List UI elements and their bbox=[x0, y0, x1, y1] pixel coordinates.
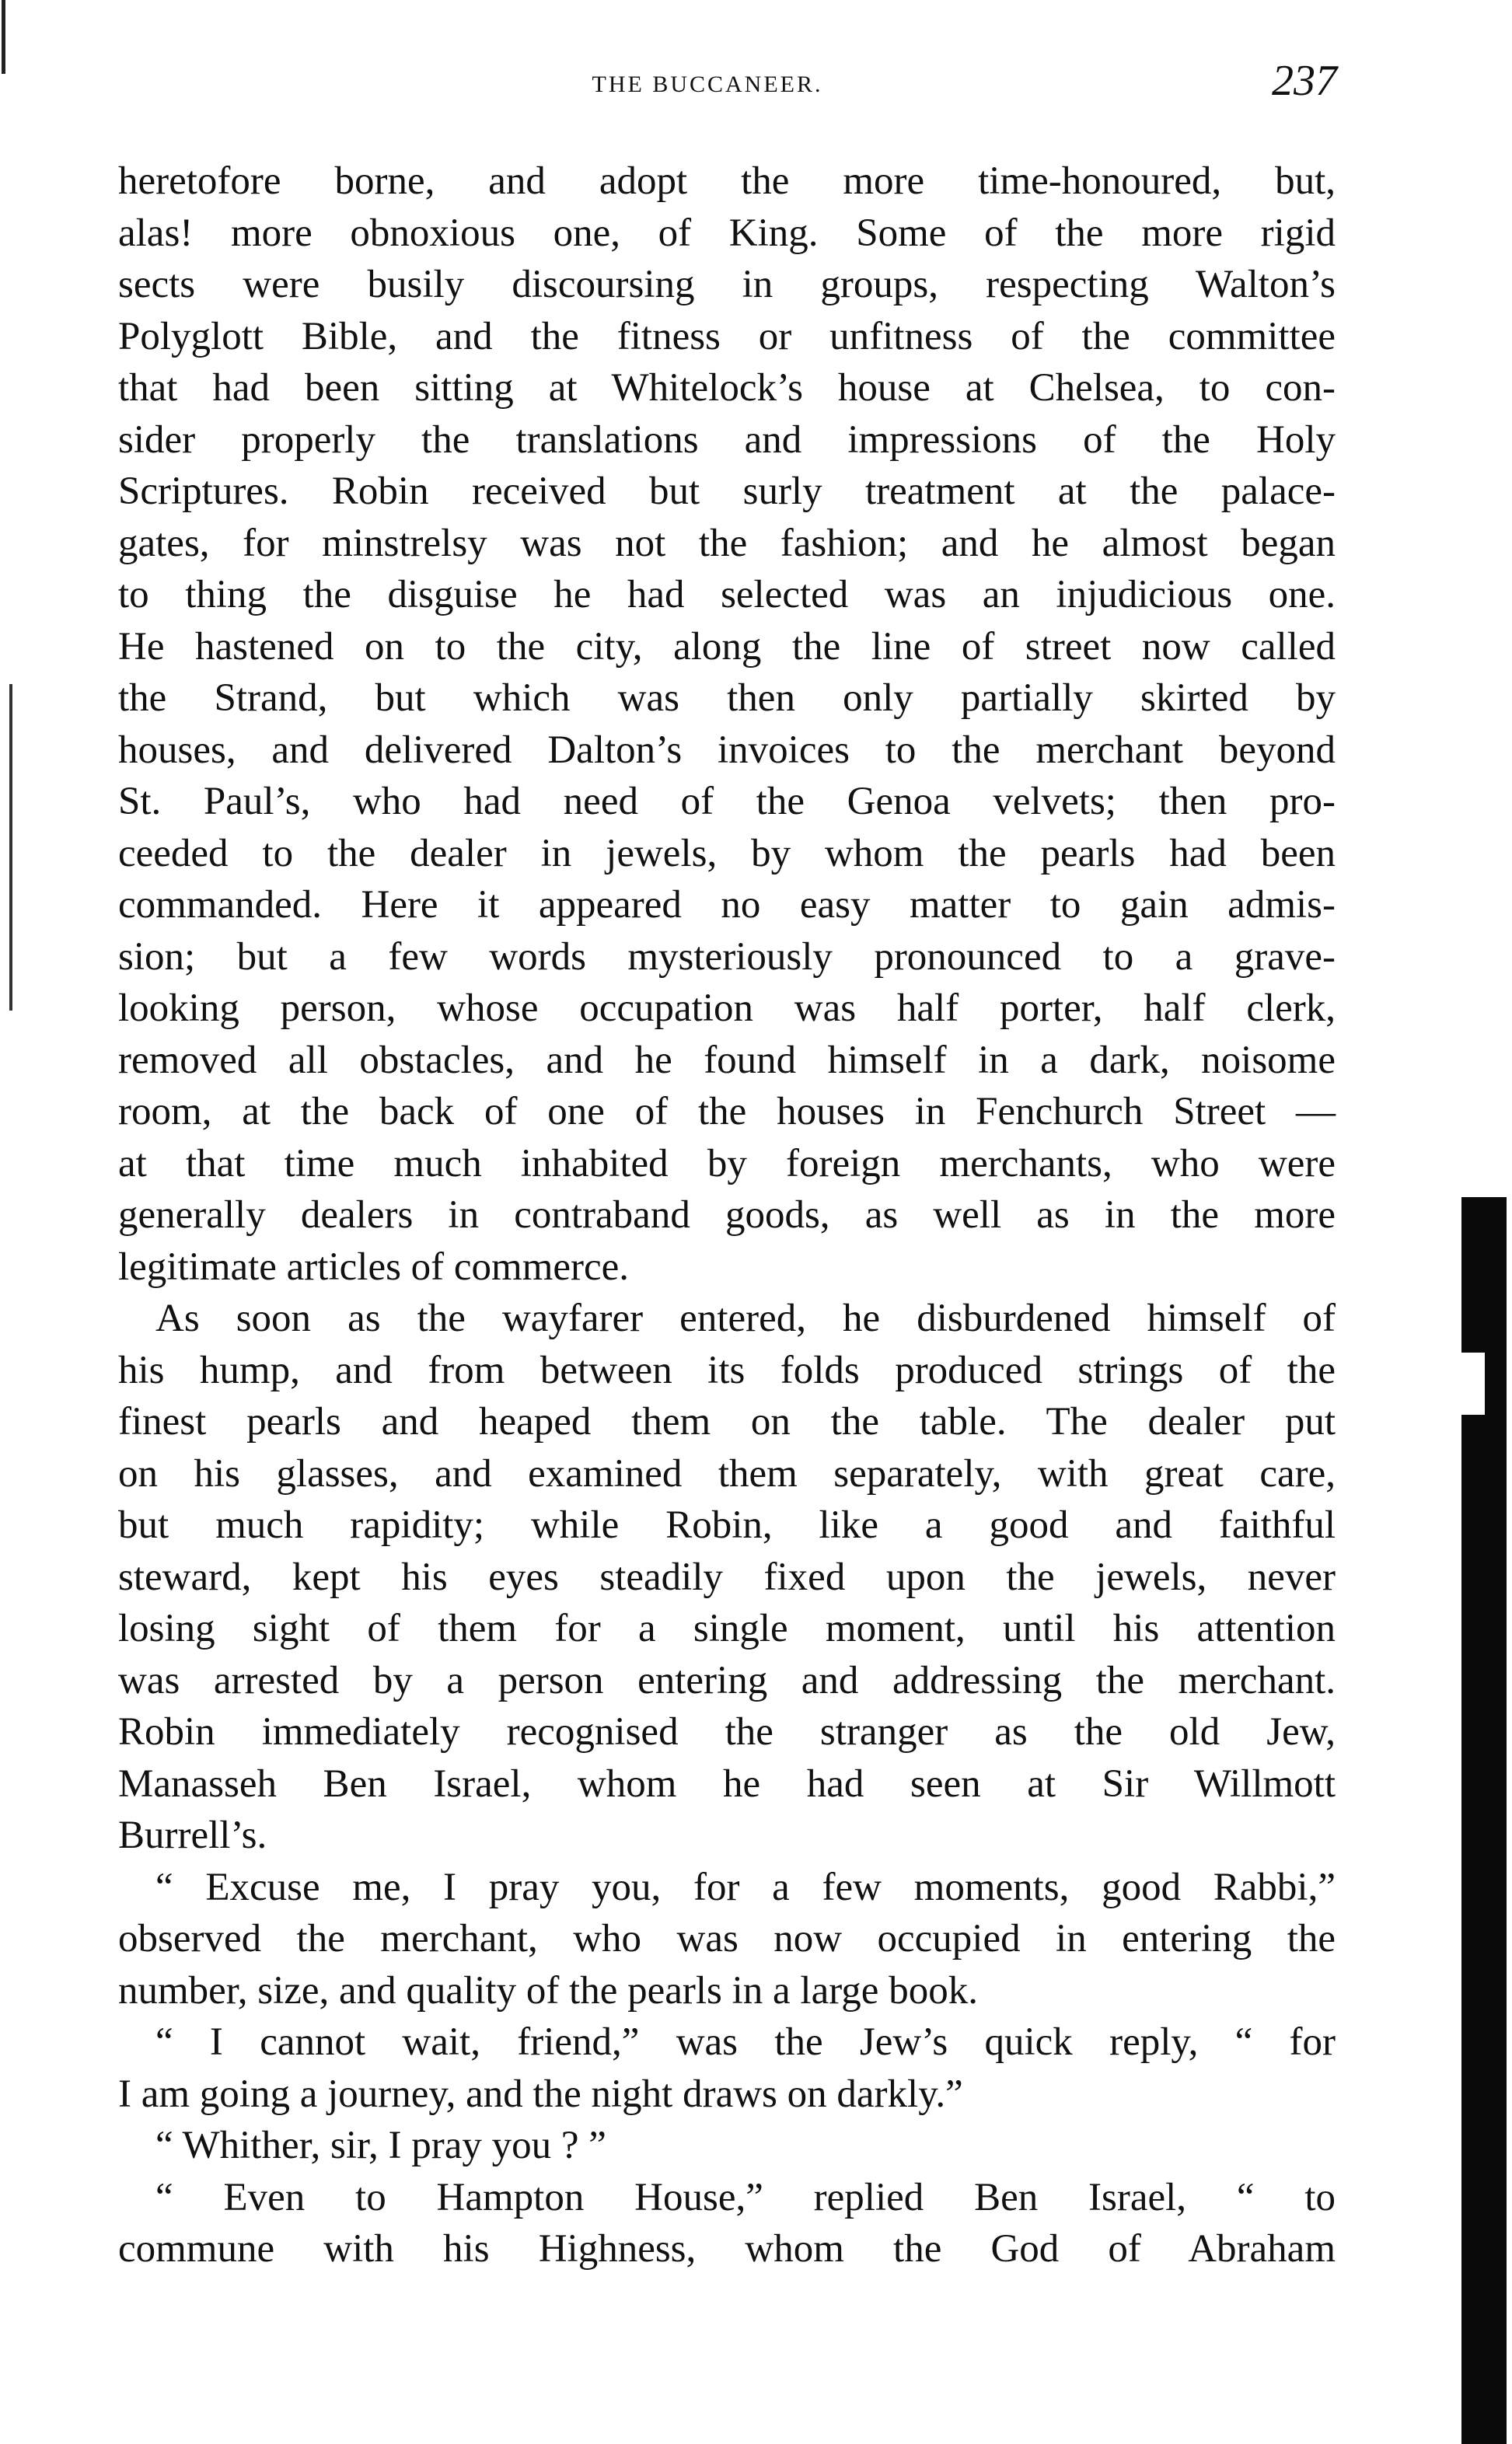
text-line: “ Even to Hampton House,” replied Ben Israel, “ to bbox=[155, 2175, 1336, 2219]
text-line: Manasseh Ben Israel, whom he had seen at Sir Willmott bbox=[118, 1761, 1336, 1806]
text-line: losing sight of them for a single moment, until his attention bbox=[118, 1607, 1336, 1650]
text-line: Polyglott Bible, and the fitness or unfitness of the committee bbox=[118, 314, 1336, 358]
text-line: Robin immediately recognised the stranger as the old Jew, bbox=[118, 1710, 1336, 1754]
text-line: Burrell’s. bbox=[118, 1814, 267, 1857]
scan-page-edge-strip bbox=[1461, 1197, 1507, 2444]
text-line: “ Excuse me, I pray you, for a few moments, good Rabbi,” bbox=[155, 1865, 1336, 1909]
text-line: finest pearls and heaped them on the table. The dealer put bbox=[118, 1400, 1336, 1444]
text-line: alas! more obnoxious one, of King. Some of the more rigid bbox=[118, 211, 1336, 255]
text-line: St. Paul’s, who had need of the Genoa velvets; then pro- bbox=[118, 780, 1336, 823]
text-line: ceeded to the dealer in jewels, by whom the pearls had been bbox=[118, 831, 1336, 875]
text-line: his hump, and from between its folds produced strings of the bbox=[118, 1348, 1336, 1392]
text-line: As soon as the wayfarer entered, he disburdened himself of bbox=[155, 1297, 1336, 1340]
text-line: generally dealers in contraband goods, as well as in the more bbox=[118, 1193, 1336, 1237]
text-line: looking person, whose occupation was half porter, half clerk, bbox=[118, 986, 1336, 1030]
scan-edge-mark bbox=[9, 684, 12, 1011]
text-line: “ Whither, sir, I pray you ? ” bbox=[155, 2124, 606, 2167]
text-line: Scriptures. Robin received but surly treatment at the palace- bbox=[118, 470, 1336, 513]
text-line: He hastened on to the city, along the line of street now called bbox=[118, 624, 1336, 669]
text-line: I am going a journey, and the night draws on darkly.” bbox=[118, 2072, 963, 2116]
text-line: “ I cannot wait, friend,” was the Jew’s quick reply, “ for bbox=[155, 2020, 1336, 2064]
text-line: heretofore borne, and adopt the more time-honoured, but, bbox=[118, 159, 1336, 203]
text-line: but much rapidity; while Robin, like a good and faithful bbox=[118, 1503, 1336, 1547]
text-line: sion; but a few words mysteriously pronounced to a grave- bbox=[118, 934, 1336, 979]
text-line: sider properly the translations and impressions of the Holy bbox=[118, 417, 1336, 462]
text-line: steward, kept his eyes steadily fixed upon the jewels, never bbox=[118, 1555, 1336, 1599]
text-line: legitimate articles of commerce. bbox=[118, 1245, 630, 1289]
text-line: the Strand, but which was then only partially skirted by bbox=[118, 676, 1336, 720]
text-line: commanded. Here it appeared no easy matter to gain admis- bbox=[118, 883, 1336, 927]
text-line: number, size, and quality of the pearls in a large book. bbox=[118, 1968, 978, 2013]
scan-edge-mark bbox=[2, 0, 5, 74]
page-number: 237 bbox=[1272, 57, 1337, 105]
text-line: sects were busily discoursing in groups, respecting Walton’s bbox=[118, 263, 1336, 306]
text-line: that had been sitting at Whitelock’s house at Chelsea, to con- bbox=[118, 366, 1336, 410]
text-line: on his glasses, and examined them separately, with great care, bbox=[118, 1451, 1336, 1496]
text-line: removed all obstacles, and he found himself in a dark, noisome bbox=[118, 1038, 1336, 1082]
body-text bbox=[118, 155, 1336, 2275]
running-title: THE BUCCANEER. bbox=[592, 72, 823, 97]
text-line: was arrested by a person entering and addressing the merchant. bbox=[118, 1658, 1336, 1702]
text-line: at that time much inhabited by foreign merchants, who were bbox=[118, 1141, 1336, 1185]
text-line: room, at the back of one of the houses in Fenchurch Street — bbox=[118, 1090, 1336, 1133]
text-line: observed the merchant, who was now occupied in entering the bbox=[118, 1917, 1336, 1960]
text-line: gates, for minstrelsy was not the fashion; and he almost began bbox=[118, 521, 1336, 565]
text-line: commune with his Highness, whom the God of Abraham bbox=[118, 2227, 1336, 2271]
text-line: to thing the disguise he had selected was an injudicious one. bbox=[118, 573, 1336, 616]
text-line: houses, and delivered Dalton’s invoices to the merchant beyond bbox=[118, 728, 1336, 772]
